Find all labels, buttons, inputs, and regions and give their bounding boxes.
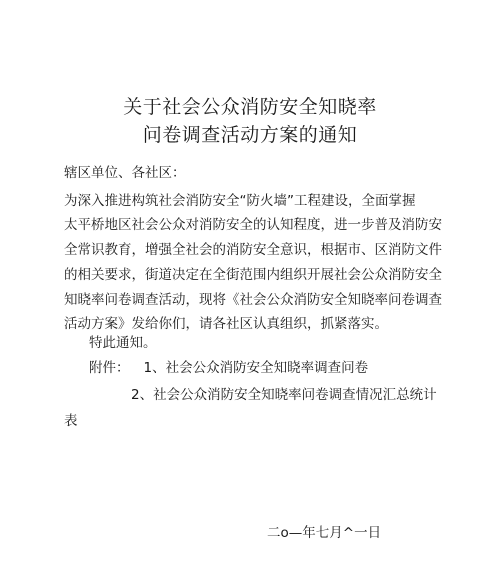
salutation: 辖区单位、各社区：	[64, 165, 186, 181]
document-title-line-1: 关于社会公众消防安全知晓率	[123, 96, 377, 118]
body-line: 为深入推进构筑社会消防安全“防火墙”工程建设，全面掌握	[64, 193, 416, 209]
attachment-item-2-continued: 表	[64, 413, 78, 429]
closing-text: 特此通知。	[89, 335, 157, 351]
body-line: 活动方案》发给你们，请各社区认真组织，抓紧落实。	[64, 316, 388, 332]
body-line: 知晓率问卷调查活动，现将《社会公众消防安全知晓率问卷调查	[64, 292, 442, 308]
attachment-item-1-text: 1、社会公众消防安全知晓率调查问卷	[143, 360, 369, 376]
document-date: 二o—年七月^一日	[267, 525, 382, 541]
body-line: 全常识教育，增强全社会的消防安全意识，根据市、区消防文件	[64, 242, 442, 258]
attachment-item-1	[89, 356, 368, 376]
document-title-line-2: 问卷调查活动方案的通知	[142, 124, 358, 146]
body-line: 太平桥地区社会公众对消防安全的认知程度，进一步普及消防安	[64, 217, 442, 233]
attachment-label: 附件：	[89, 360, 130, 376]
body-line: 的相关要求，街道决定在全街范围内组织开展社会公众消防安全	[64, 267, 442, 283]
attachment-item-2: 2、社会公众消防安全知晓率问卷调查情况汇总统计	[131, 387, 437, 403]
